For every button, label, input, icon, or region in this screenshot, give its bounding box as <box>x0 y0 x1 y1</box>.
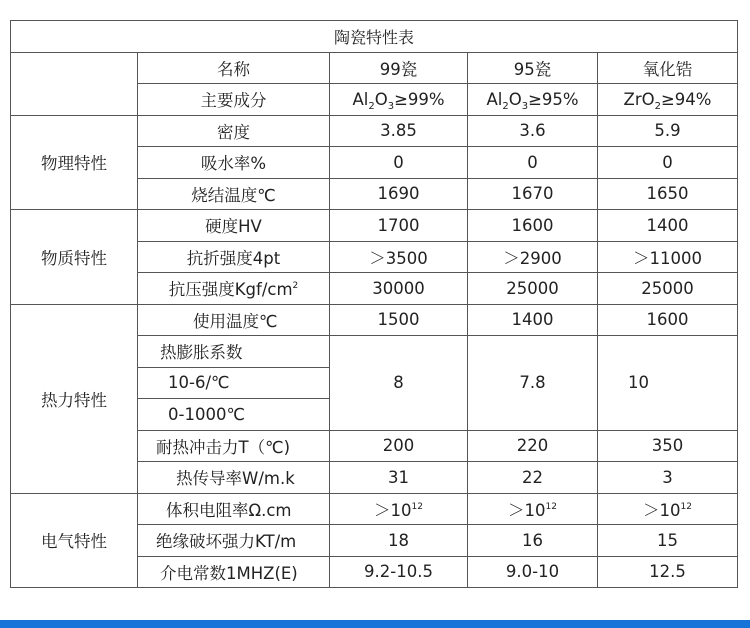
row-label-expansion-unit: 10-6/℃ <box>138 367 330 399</box>
table-cell: 350 <box>598 430 738 462</box>
group-electrical: 电气特性 <box>11 493 138 588</box>
table-cell: 25000 <box>598 273 738 305</box>
row-label-hardness: 硬度HV <box>138 210 330 242</box>
header-zirconia: 氧化锆 <box>598 52 738 84</box>
table-cell: 18 <box>330 525 468 557</box>
header-95-porcelain: 95瓷 <box>468 52 598 84</box>
table-cell: 1700 <box>330 210 468 242</box>
table-cell: 5.9 <box>598 115 738 147</box>
composition-zirconia: ZrO$_2$≥94% <box>598 84 738 116</box>
table-cell: 3 <box>598 462 738 494</box>
row-label-resistivity: 体积电阻率Ω.cm <box>138 493 330 525</box>
row-label-expansion: 热膨胀系数 <box>138 336 330 368</box>
table-cell: 31 <box>330 462 468 494</box>
table-cell: 3.6 <box>468 115 598 147</box>
table-cell: 9.2-10.5 <box>330 556 468 588</box>
bottom-accent-bar <box>0 620 750 628</box>
ceramic-properties-table <box>10 20 738 588</box>
table-cell: 1650 <box>598 178 738 210</box>
table-cell: 1600 <box>468 210 598 242</box>
group-material: 物质特性 <box>11 210 138 305</box>
table-cell: 1400 <box>598 210 738 242</box>
table-cell: 25000 <box>468 273 598 305</box>
table-cell: 200 <box>330 430 468 462</box>
row-label-compressive: 抗压强度Kgf/$cm^2$ <box>138 273 330 305</box>
row-label-sintering: 烧结温度℃ <box>138 178 330 210</box>
row-label-use-temp: 使用温度℃ <box>138 304 330 336</box>
table-cell: 1400 <box>468 304 598 336</box>
table-cell: 0 <box>330 147 468 179</box>
table-cell: 0 <box>468 147 598 179</box>
table-cell: 1500 <box>330 304 468 336</box>
table-cell: 16 <box>468 525 598 557</box>
row-label-thermal-shock: 耐热冲击力T（℃) <box>138 430 330 462</box>
table-cell: 220 <box>468 430 598 462</box>
table-cell: 12.5 <box>598 556 738 588</box>
table-title: 陶瓷特性表 <box>11 21 738 53</box>
table-cell: 9.0-10 <box>468 556 598 588</box>
row-label-density: 密度 <box>138 115 330 147</box>
table-cell: 3.85 <box>330 115 468 147</box>
row-label-conductivity: 热传导率W/m.k <box>138 462 330 494</box>
table-cell: 7.8 <box>468 336 598 431</box>
row-label-composition: 主要成分 <box>138 84 330 116</box>
row-label-flexural: 抗折强度4pt <box>138 241 330 273</box>
group-header-blank <box>11 52 138 115</box>
header-99-porcelain: 99瓷 <box>330 52 468 84</box>
group-physical: 物理特性 <box>11 115 138 210</box>
row-label-dielectric: 介电常数1MHZ(E) <box>138 556 330 588</box>
composition-95: $Al_2O_3\ge 95\%$ <box>468 84 598 116</box>
group-thermal: 热力特性 <box>11 304 138 493</box>
table-cell: 1690 <box>330 178 468 210</box>
table-cell: 1600 <box>598 304 738 336</box>
table-cell: 0 <box>598 147 738 179</box>
table-cell: 15 <box>598 525 738 557</box>
table-cell: ＞2900 <box>468 241 598 273</box>
table-cell: ＞3500 <box>330 241 468 273</box>
table-cell: $>10^{12}$ <box>468 493 598 525</box>
table-cell: $>10^{12}$ <box>598 493 738 525</box>
row-label-absorption: 吸水率% <box>138 147 330 179</box>
table-cell: 8 <box>330 336 468 431</box>
row-label-expansion-range: 0-1000℃ <box>138 399 330 431</box>
table-cell: 30000 <box>330 273 468 305</box>
table-cell: 1670 <box>468 178 598 210</box>
header-name: 名称 <box>138 52 330 84</box>
table-cell: $>10^{12}$ <box>330 493 468 525</box>
composition-99: $Al_2O_3\ge 99\%$ <box>330 84 468 116</box>
table-cell: 22 <box>468 462 598 494</box>
row-label-breakdown: 绝缘破坏强力KT/m <box>138 525 330 557</box>
table-cell: 10 <box>598 336 738 431</box>
table-cell: ＞11000 <box>598 241 738 273</box>
